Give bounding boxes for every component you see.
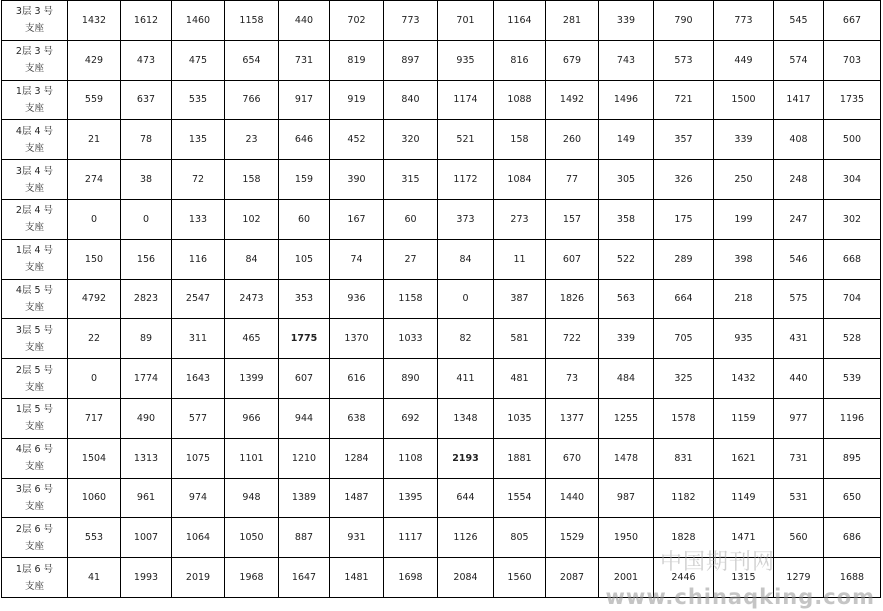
table-cell: 2823	[121, 279, 172, 319]
table-cell: 431	[774, 319, 824, 359]
row-label-line2: 支座	[24, 500, 44, 512]
table-cell: 159	[279, 160, 330, 200]
table-cell: 679	[546, 40, 599, 80]
table-cell: 218	[714, 279, 774, 319]
table-cell: 931	[330, 518, 384, 558]
row-label	[2, 319, 68, 359]
table-cell: 1735	[824, 80, 881, 120]
table-cell: 156	[121, 239, 172, 279]
table-cell: 429	[68, 40, 121, 80]
row-label-line1: 1层 3 号	[15, 85, 54, 97]
table-row	[2, 1, 881, 41]
table-cell: 84	[225, 239, 279, 279]
table-cell: 135	[172, 120, 225, 160]
table-cell: 917	[279, 80, 330, 120]
table-cell: 260	[546, 120, 599, 160]
row-label	[2, 518, 68, 558]
table-cell: 702	[330, 1, 384, 41]
table-cell: 1159	[714, 398, 774, 438]
table-cell: 0	[121, 199, 172, 239]
table-cell: 966	[225, 398, 279, 438]
table-cell: 721	[654, 80, 714, 120]
row-label	[2, 398, 68, 438]
table-cell: 102	[225, 199, 279, 239]
table-cell: 490	[121, 398, 172, 438]
table-cell: 766	[225, 80, 279, 120]
row-label	[2, 160, 68, 200]
table-cell: 411	[438, 359, 494, 399]
table-cell: 546	[774, 239, 824, 279]
table-cell: 1440	[546, 478, 599, 518]
table-cell: 1578	[654, 398, 714, 438]
table-cell: 465	[225, 319, 279, 359]
table-cell: 1826	[546, 279, 599, 319]
table-cell: 831	[654, 438, 714, 478]
table-cell: 703	[824, 40, 881, 80]
table-cell: 1481	[330, 558, 384, 598]
watermark-cn-text: 中国期刊网	[659, 550, 775, 575]
table-cell: 816	[494, 40, 546, 80]
table-cell: 339	[714, 120, 774, 160]
row-label	[2, 199, 68, 239]
table-cell: 574	[774, 40, 824, 80]
table-cell: 559	[68, 80, 121, 120]
row-label	[2, 80, 68, 120]
table-cell: 1315	[714, 558, 774, 598]
table-cell: 2193	[438, 438, 494, 478]
table-cell: 1399	[225, 359, 279, 399]
table-cell: 27	[384, 239, 438, 279]
table-cell: 358	[599, 199, 654, 239]
table-cell: 919	[330, 80, 384, 120]
table-cell: 686	[824, 518, 881, 558]
table-cell: 1007	[121, 518, 172, 558]
row-label-line2: 支座	[24, 63, 44, 75]
table-cell: 274	[68, 160, 121, 200]
table-cell: 150	[68, 239, 121, 279]
table-cell: 607	[279, 359, 330, 399]
table-cell: 2084	[438, 558, 494, 598]
table-row	[2, 319, 881, 359]
watermark-en-text: www.chinaqking.com	[605, 585, 875, 609]
table-cell: 987	[599, 478, 654, 518]
table-cell: 11	[494, 239, 546, 279]
table-cell: 273	[494, 199, 546, 239]
table-cell: 247	[774, 199, 824, 239]
row-label-line1: 1层 5 号	[15, 404, 54, 416]
row-label-line2: 支座	[24, 102, 44, 114]
row-label-line2: 支座	[24, 421, 44, 433]
data-table	[1, 0, 881, 598]
table-cell: 72	[172, 160, 225, 200]
table-cell: 1158	[225, 1, 279, 41]
table-cell: 311	[172, 319, 225, 359]
table-cell: 1417	[774, 80, 824, 120]
table-cell: 357	[654, 120, 714, 160]
table-row	[2, 359, 881, 399]
row-label-line1: 2层 6 号	[15, 523, 54, 535]
table-cell: 250	[714, 160, 774, 200]
row-label-line1: 4层 4 号	[15, 125, 54, 137]
row-label-line2: 支座	[24, 142, 44, 154]
table-cell: 89	[121, 319, 172, 359]
table-cell: 74	[330, 239, 384, 279]
table-cell: 961	[121, 478, 172, 518]
row-label-line1: 2层 4 号	[15, 205, 54, 217]
table-cell: 484	[599, 359, 654, 399]
row-label-line2: 支座	[24, 580, 44, 592]
table-cell: 573	[654, 40, 714, 80]
row-label-line2: 支座	[24, 182, 44, 194]
table-cell: 1504	[68, 438, 121, 478]
row-label	[2, 239, 68, 279]
table-cell: 743	[599, 40, 654, 80]
table-cell: 531	[774, 478, 824, 518]
table-cell: 935	[438, 40, 494, 80]
table-cell: 157	[546, 199, 599, 239]
table-cell: 1060	[68, 478, 121, 518]
table-cell: 528	[824, 319, 881, 359]
row-label	[2, 40, 68, 80]
table-cell: 1101	[225, 438, 279, 478]
table-cell: 637	[121, 80, 172, 120]
table-cell: 1828	[654, 518, 714, 558]
table-cell: 1084	[494, 160, 546, 200]
table-cell: 667	[824, 1, 881, 41]
row-label	[2, 359, 68, 399]
table-cell: 668	[824, 239, 881, 279]
table-cell: 1478	[599, 438, 654, 478]
table-cell: 1279	[774, 558, 824, 598]
table-cell: 133	[172, 199, 225, 239]
table-cell: 281	[546, 1, 599, 41]
table-cell: 1174	[438, 80, 494, 120]
table-cell: 452	[330, 120, 384, 160]
row-label	[2, 438, 68, 478]
table-cell: 2473	[225, 279, 279, 319]
table-cell: 1370	[330, 319, 384, 359]
table-cell: 60	[384, 199, 438, 239]
table-cell: 41	[68, 558, 121, 598]
table-cell: 149	[599, 120, 654, 160]
row-label-line2: 支座	[24, 461, 44, 473]
table-cell: 664	[654, 279, 714, 319]
table-cell: 22	[68, 319, 121, 359]
table-row	[2, 438, 881, 478]
table-body	[2, 1, 881, 598]
table-cell: 105	[279, 239, 330, 279]
row-label	[2, 120, 68, 160]
table-cell: 320	[384, 120, 438, 160]
table-cell: 1389	[279, 478, 330, 518]
table-cell: 545	[774, 1, 824, 41]
table-cell: 390	[330, 160, 384, 200]
table-cell: 84	[438, 239, 494, 279]
table-cell: 305	[599, 160, 654, 200]
table-cell: 1164	[494, 1, 546, 41]
table-cell: 607	[546, 239, 599, 279]
table-cell: 722	[546, 319, 599, 359]
table-cell: 1108	[384, 438, 438, 478]
table-cell: 1033	[384, 319, 438, 359]
table-cell: 1688	[824, 558, 881, 598]
table-cell: 654	[225, 40, 279, 80]
table-cell: 248	[774, 160, 824, 200]
table-cell: 644	[438, 478, 494, 518]
table-cell: 1950	[599, 518, 654, 558]
table-cell: 895	[824, 438, 881, 478]
table-cell: 790	[654, 1, 714, 41]
table-cell: 440	[279, 1, 330, 41]
table-cell: 339	[599, 1, 654, 41]
table-row	[2, 239, 881, 279]
table-cell: 897	[384, 40, 438, 80]
table-cell: 1158	[384, 279, 438, 319]
table-cell: 948	[225, 478, 279, 518]
table-cell: 2087	[546, 558, 599, 598]
row-label-line1: 3层 3 号	[15, 6, 54, 18]
table-cell: 1050	[225, 518, 279, 558]
table-cell: 440	[774, 359, 824, 399]
table-cell: 481	[494, 359, 546, 399]
table-cell: 1064	[172, 518, 225, 558]
table-cell: 1775	[279, 319, 330, 359]
table-cell: 82	[438, 319, 494, 359]
row-label-line1: 4层 5 号	[15, 284, 54, 296]
row-label-line2: 支座	[24, 381, 44, 393]
table-cell: 116	[172, 239, 225, 279]
table-row	[2, 120, 881, 160]
table-cell: 704	[824, 279, 881, 319]
table-cell: 1035	[494, 398, 546, 438]
table-cell: 1643	[172, 359, 225, 399]
table-cell: 1881	[494, 438, 546, 478]
table-cell: 650	[824, 478, 881, 518]
table-cell: 2001	[599, 558, 654, 598]
table-cell: 408	[774, 120, 824, 160]
table-cell: 521	[438, 120, 494, 160]
table-cell: 638	[330, 398, 384, 438]
table-cell: 1432	[714, 359, 774, 399]
table-cell: 1554	[494, 478, 546, 518]
table-cell: 936	[330, 279, 384, 319]
table-cell: 373	[438, 199, 494, 239]
table-cell: 2446	[654, 558, 714, 598]
row-label-line1: 3层 5 号	[15, 324, 54, 336]
table-cell: 1968	[225, 558, 279, 598]
table-cell: 1471	[714, 518, 774, 558]
table-cell: 717	[68, 398, 121, 438]
table-cell: 304	[824, 160, 881, 200]
table-cell: 1647	[279, 558, 330, 598]
table-cell: 1088	[494, 80, 546, 120]
table-row	[2, 478, 881, 518]
table-cell: 21	[68, 120, 121, 160]
table-cell: 773	[714, 1, 774, 41]
table-cell: 1500	[714, 80, 774, 120]
table-row	[2, 279, 881, 319]
table-cell: 1492	[546, 80, 599, 120]
table-cell: 535	[172, 80, 225, 120]
table-cell: 1149	[714, 478, 774, 518]
table-cell: 1460	[172, 1, 225, 41]
table-cell: 944	[279, 398, 330, 438]
table-cell: 575	[774, 279, 824, 319]
table-cell: 473	[121, 40, 172, 80]
table-cell: 1348	[438, 398, 494, 438]
table-cell: 315	[384, 160, 438, 200]
table-cell: 199	[714, 199, 774, 239]
table-cell: 1529	[546, 518, 599, 558]
table-cell: 819	[330, 40, 384, 80]
table-cell: 1993	[121, 558, 172, 598]
table-cell: 1313	[121, 438, 172, 478]
row-label-line2: 支座	[24, 341, 44, 353]
table-cell: 167	[330, 199, 384, 239]
table-cell: 0	[68, 359, 121, 399]
table-cell: 398	[714, 239, 774, 279]
table-cell: 701	[438, 1, 494, 41]
row-label-line2: 支座	[24, 301, 44, 313]
row-label	[2, 1, 68, 41]
table-cell: 23	[225, 120, 279, 160]
table-cell: 1395	[384, 478, 438, 518]
table-cell: 449	[714, 40, 774, 80]
table-cell: 1117	[384, 518, 438, 558]
table-cell: 581	[494, 319, 546, 359]
table-cell: 78	[121, 120, 172, 160]
table-cell: 475	[172, 40, 225, 80]
table-cell: 692	[384, 398, 438, 438]
table-cell: 73	[546, 359, 599, 399]
table-cell: 887	[279, 518, 330, 558]
table-cell: 539	[824, 359, 881, 399]
table-cell: 1560	[494, 558, 546, 598]
table-row	[2, 398, 881, 438]
table-cell: 563	[599, 279, 654, 319]
table-cell: 890	[384, 359, 438, 399]
row-label-line2: 支座	[24, 540, 44, 552]
row-label-line1: 3层 4 号	[15, 165, 54, 177]
row-label-line2: 支座	[24, 222, 44, 234]
table-cell: 1172	[438, 160, 494, 200]
table-cell: 1182	[654, 478, 714, 518]
table-cell: 1432	[68, 1, 121, 41]
table-cell: 731	[774, 438, 824, 478]
table-cell: 4792	[68, 279, 121, 319]
row-label-line2: 支座	[24, 23, 44, 35]
table-cell: 773	[384, 1, 438, 41]
table-cell: 77	[546, 160, 599, 200]
table-cell: 670	[546, 438, 599, 478]
row-label-line1: 4层 6 号	[15, 444, 54, 456]
table-cell: 1496	[599, 80, 654, 120]
table-cell: 302	[824, 199, 881, 239]
table-cell: 2547	[172, 279, 225, 319]
table-cell: 1612	[121, 1, 172, 41]
row-label	[2, 279, 68, 319]
table-cell: 387	[494, 279, 546, 319]
table-cell: 38	[121, 160, 172, 200]
table-cell: 1284	[330, 438, 384, 478]
table-row	[2, 80, 881, 120]
table-cell: 353	[279, 279, 330, 319]
table-cell: 1377	[546, 398, 599, 438]
table-cell: 616	[330, 359, 384, 399]
table-cell: 500	[824, 120, 881, 160]
table-cell: 577	[172, 398, 225, 438]
table-cell: 840	[384, 80, 438, 120]
table-row	[2, 558, 881, 598]
table-cell: 974	[172, 478, 225, 518]
table-cell: 1698	[384, 558, 438, 598]
table-cell: 158	[494, 120, 546, 160]
table-cell: 1621	[714, 438, 774, 478]
table-cell: 0	[438, 279, 494, 319]
table-cell: 1075	[172, 438, 225, 478]
table-row	[2, 40, 881, 80]
table-cell: 1126	[438, 518, 494, 558]
table-cell: 1487	[330, 478, 384, 518]
row-label	[2, 478, 68, 518]
table-cell: 339	[599, 319, 654, 359]
table-row	[2, 518, 881, 558]
table-row	[2, 199, 881, 239]
table-cell: 977	[774, 398, 824, 438]
table-cell: 1255	[599, 398, 654, 438]
table-cell: 1774	[121, 359, 172, 399]
table-cell: 731	[279, 40, 330, 80]
row-label-line1: 1层 4 号	[15, 245, 54, 257]
row-label-line1: 2层 3 号	[15, 46, 54, 58]
table-cell: 326	[654, 160, 714, 200]
row-label-line2: 支座	[24, 262, 44, 274]
table-cell: 553	[68, 518, 121, 558]
table-cell: 60	[279, 199, 330, 239]
table-cell: 2019	[172, 558, 225, 598]
table-cell: 1210	[279, 438, 330, 478]
table-cell: 805	[494, 518, 546, 558]
table-cell: 325	[654, 359, 714, 399]
table-cell: 646	[279, 120, 330, 160]
row-label-line1: 3层 6 号	[15, 483, 54, 495]
table-row	[2, 160, 881, 200]
table-cell: 175	[654, 199, 714, 239]
table-cell: 522	[599, 239, 654, 279]
table-cell: 560	[774, 518, 824, 558]
table-cell: 289	[654, 239, 714, 279]
row-label	[2, 558, 68, 598]
table-cell: 158	[225, 160, 279, 200]
row-label-line1: 1层 6 号	[15, 563, 54, 575]
table-cell: 935	[714, 319, 774, 359]
row-label-line1: 2层 5 号	[15, 364, 54, 376]
table-cell: 0	[68, 199, 121, 239]
table-cell: 705	[654, 319, 714, 359]
table-cell: 1196	[824, 398, 881, 438]
